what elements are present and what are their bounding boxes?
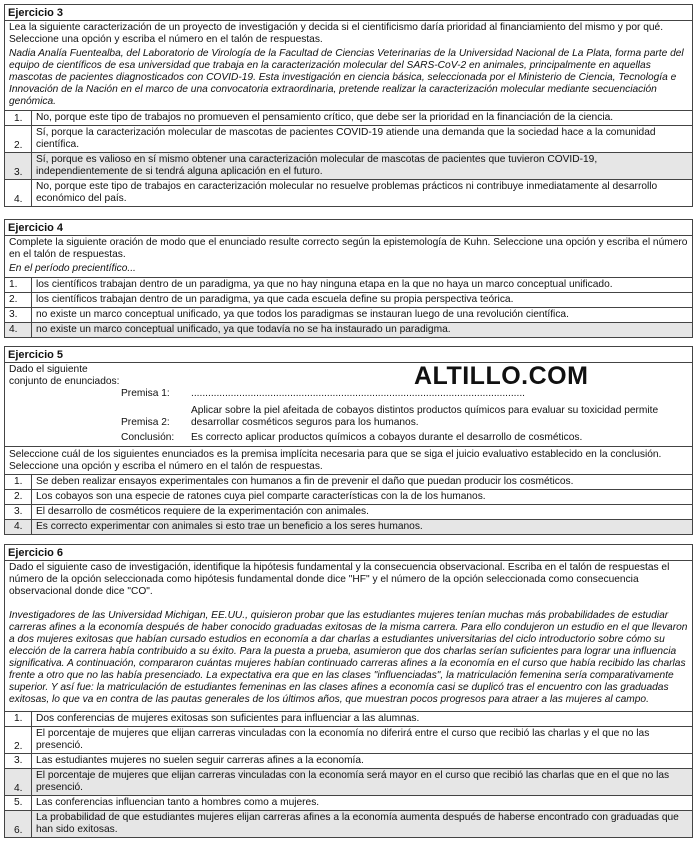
option-text: Los cobayos son una especie de ratones cuya piel comparte características con la de los humanos. <box>36 491 486 502</box>
option-text: No, porque este tipo de trabajos en caracterización molecular no resuelve problemas prácticos ni contribuye inmediatamente al desarrollo económico del país. <box>36 181 658 204</box>
option-text: Dos conferencias de mujeres exitosas son suficientes para influenciar a las alumnas. <box>36 713 420 724</box>
option-text: La probabilidad de que estudiantes mujeres elijan carreras afines a la economía aumenta después de haberse encontrado con graduadas que han sido exitosas. <box>36 812 679 835</box>
exercise-context: Nadia Analía Fuentealba, del Laboratorio de Virología de la Facultad de Ciencias Veterinarias de la Universidad Nacional de La Plata, forma parte del equipo de científicos de esa universidad que trabaja en la caracterización molecular del SARS-CoV-2 en animales, principalmente en aquellas mascotas de pacientes diagnosticados con COVID-19. Esta investigación en ciencia básica, seleccionada por el Ministerio de Ciencia, Tecnología e Innovación de la Nación en el marco de una convocatoria extraordinaria, pretende realizar la caracterización molecular mediante secuenciación genómica. <box>9 48 684 107</box>
option-text: El porcentaje de mujeres que elijan carreras vinculadas con la economía no diferirá entre el curso que recibió las charlas y el que no las presenció. <box>36 728 650 751</box>
premise-1-blank: ...................................................................................................................... <box>191 388 525 399</box>
exercise-title: Ejercicio 3 <box>5 5 692 21</box>
option-text: Las conferencias influencian tanto a hombres como a mujeres. <box>36 797 320 808</box>
exercise-title: Ejercicio 5 <box>5 347 692 363</box>
option-row[interactable] <box>5 504 692 519</box>
premise-1-label: Premisa 1: <box>121 388 170 399</box>
option-row[interactable] <box>5 519 692 534</box>
option-row[interactable] <box>5 292 692 307</box>
option-text: Es correcto experimentar con animales si esto trae un beneficio a los seres humanos. <box>36 521 423 532</box>
premise-2-text: Aplicar sobre la piel afeitada de cobayos distintos productos químicos para evaluar su toxicidad permite desarrollar cosméticos seguros para los humanos. <box>191 405 659 428</box>
option-row[interactable] <box>5 277 692 292</box>
statements-intro: Dado el siguiente conjunto de enunciados: <box>9 364 120 387</box>
option-number: 4. <box>5 323 32 337</box>
exercise-prompt: Dado el siguiente caso de investigación, identifique la hipótesis fundamental y la consecuencia observacional. Escriba en el talón de respuestas el número de la opción seleccionada como hipótesis fundamental donde dice "HF" y el número de la opción seleccionada como consecuencia observacional donde dice "CO". <box>9 562 670 597</box>
option-number: 4. <box>5 769 32 795</box>
exercise-title: Ejercicio 6 <box>5 545 692 561</box>
exercise-3 <box>4 4 693 207</box>
option-number: 2. <box>5 126 32 152</box>
exercise-prompt: Lea la siguiente caracterización de un proyecto de investigación y decida si el cientificismo daría prioridad al financiamiento del mismo y por qué. Seleccione una opción y escriba el número en el talón de respuestas. <box>9 22 664 45</box>
exercise-context: Investigadores de las Universidad Michigan, EE.UU., quisieron probar que las estudiantes mujeres tenían muchas más probabilidades de estudiar carreras afines a la economía después de haber conocido graduadas exitosas de la misma carrera. Para ello condujeron un estudio en el que llevaron a dos mujeres exitosas que habían cursado estudios en economía a dar charlas a estudiantes universitarias del ciclo introductorio sobre cómo su elección de la carrera había contribuido a su éxito. Para la puesta a prueba, asumieron que dos charlas serían suficientes para lograr una influencia significativa. A continuación, compararon cuántas mujeres habían continuado carreras afines a la economía en el curso que había recibido las charlas frente a otro que no las había presenciado. La expectativa era que en las clases "influenciadas", la matriculación femenina sería comparativamente superior. Y así fue: la matriculación de estudiantes femeninas en las clases afines a economía casi se duplicó tras el encuentro con las graduadas exitosas, lo que va en contra de las pautas generales de los últimos años, que muestran pocos progresos para atraer a las mujeres al campo. <box>9 610 688 705</box>
option-number: 2. <box>5 293 32 307</box>
option-number: 1. <box>5 475 32 489</box>
option-number: 6. <box>5 811 32 837</box>
exercise-title: Ejercicio 4 <box>5 220 692 236</box>
option-row[interactable] <box>5 711 692 726</box>
exercise-context: En el período precientífico... <box>9 263 136 274</box>
watermark-logo: ALTILLO.COM <box>414 362 589 390</box>
option-text: Las estudiantes mujeres no suelen seguir carreras afines a la economía. <box>36 755 364 766</box>
option-number: 3. <box>5 505 32 519</box>
option-text: Se deben realizar ensayos experimentales con humanos a fin de prevenir el daño que puedan producir los cosméticos. <box>36 476 574 487</box>
option-row[interactable] <box>5 152 692 179</box>
option-text: no existe un marco conceptual unificado, ya que todos los paradigmas se instauran luego de una revolución científica. <box>36 309 569 320</box>
option-row[interactable] <box>5 125 692 152</box>
option-row[interactable] <box>5 307 692 322</box>
statements-block <box>5 363 692 446</box>
option-row[interactable] <box>5 768 692 795</box>
option-text: Sí, porque es valioso en sí mismo obtener una caracterización molecular de mascotas de pacientes que tuvieron COVID-19, independientemente de si tendrá alguna aplicación en el futuro. <box>36 154 598 177</box>
option-text: los científicos trabajan dentro de un paradigma, ya que cada escuela define su propia perspectiva teórica. <box>36 294 514 305</box>
option-row[interactable] <box>5 489 692 504</box>
option-text: El desarrollo de cosméticos requiere de la experimentación con animales. <box>36 506 369 517</box>
exercise-prompt: Complete la siguiente oración de modo que el enunciado resulte correcto según la epistemología de Kuhn. Seleccione una opción y escriba el número en el talón de respuestas. <box>9 237 688 260</box>
option-number: 1. <box>5 712 32 726</box>
premise-2-label: Premisa 2: <box>121 417 170 428</box>
option-number: 1. <box>5 278 32 292</box>
option-row[interactable] <box>5 810 692 837</box>
option-text: no existe un marco conceptual unificado, ya que todavía no se ha instaurado un paradigma. <box>36 324 451 335</box>
option-number: 3. <box>5 754 32 768</box>
option-row[interactable] <box>5 726 692 753</box>
exercise-4 <box>4 219 693 338</box>
option-text: los científicos trabajan dentro de un paradigma, ya que no hay ninguna etapa en la que no haya un marco conceptual unificado. <box>36 279 613 290</box>
option-row[interactable] <box>5 179 692 206</box>
option-row[interactable] <box>5 753 692 768</box>
option-number: 2. <box>5 727 32 753</box>
option-number: 3. <box>5 153 32 179</box>
option-text: El porcentaje de mujeres que elijan carreras vinculadas con la economía será mayor en el curso que recibió las charlas que en el que no las presenció. <box>36 770 670 793</box>
option-text: No, porque este tipo de trabajos no promueven el pensamiento crítico, que debe ser la prioridad en la financiación de la ciencia. <box>36 112 614 123</box>
option-text: Sí, porque la caracterización molecular de mascotas de pacientes COVID-19 atiende una demanda que la sociedad hace a la comunidad científica. <box>36 127 656 150</box>
option-number: 3. <box>5 308 32 322</box>
exercise-prompt: Seleccione cuál de los siguientes enunciados es la premisa implícita necesaria para que se siga el juicio evaluativo establecido en la conclusión. Seleccione una opción y escriba el número en el talón de respuestas. <box>5 446 692 474</box>
option-row[interactable] <box>5 474 692 489</box>
conclusion-text: Es correcto aplicar productos químicos a cobayos durante el desarrollo de cosméticos. <box>191 432 583 443</box>
option-number: 4. <box>5 520 32 534</box>
exercise-6 <box>4 544 693 838</box>
option-number: 4. <box>5 180 32 206</box>
option-number: 5. <box>5 796 32 810</box>
conclusion-label: Conclusión: <box>121 432 175 443</box>
option-number: 1. <box>5 111 32 125</box>
option-row[interactable] <box>5 110 692 125</box>
option-number: 2. <box>5 490 32 504</box>
option-row[interactable] <box>5 322 692 337</box>
exercise-5 <box>4 346 693 535</box>
option-row[interactable] <box>5 795 692 810</box>
